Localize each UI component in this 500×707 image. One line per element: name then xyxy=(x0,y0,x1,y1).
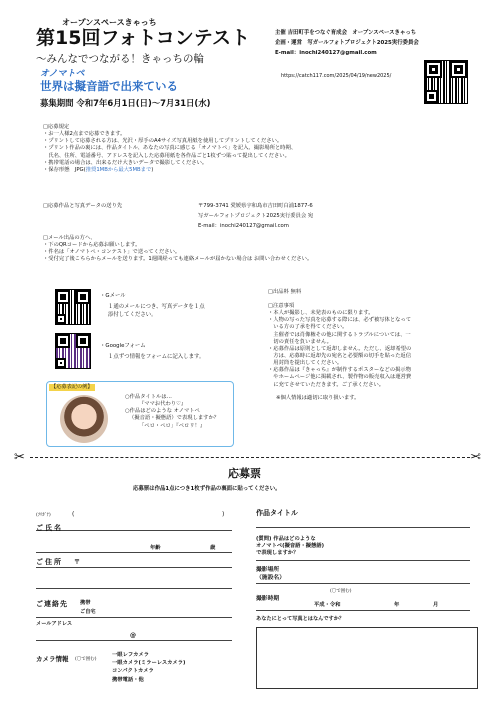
page-title: 第15回フォトコンテスト xyxy=(36,27,250,49)
example-line: 「ペロ・ペロ」『ペロリ！』 xyxy=(139,422,206,429)
google-form-block xyxy=(100,343,204,362)
camera-label: カメラ情報 xyxy=(36,655,69,663)
furigana-paren-open: ( xyxy=(72,511,75,518)
website-qr-code[interactable] xyxy=(424,60,468,104)
furigana-label: (ﾌﾘｶﾞﾅ) xyxy=(36,513,51,518)
rules-line: ・携帯電話の場合は、出来るだけ大きいデータで撮影してください。 xyxy=(43,159,208,166)
notes-line: に充てさせていただきます。ご了承ください。 xyxy=(268,381,385,388)
gmail-line: 添付してください。 xyxy=(108,311,157,318)
example-line: ○作品はどのような オノマトペ xyxy=(125,408,200,415)
google-form-line: １点ずつ情報をフォームに記入します。 xyxy=(108,354,205,361)
contact-underline[interactable] xyxy=(36,617,232,618)
age-underline[interactable] xyxy=(36,552,232,553)
website-url[interactable]: https://catch117.com/2025/04/19/new2025/ xyxy=(281,73,392,79)
send-committee: 写ガールフォトプロジェクト2025実行委員会 宛 xyxy=(198,213,314,219)
org-name: オープンスペースきゃっち xyxy=(62,18,157,27)
photo-answer-box[interactable] xyxy=(256,627,478,689)
example-line: ○作品タイトルは… xyxy=(125,394,172,400)
rules-line: 氏名、住所、電話番号、アドレスを記入した応募用紙を各作品ごと1枚ずつ貼って提出してください。 xyxy=(43,152,290,159)
example-tag: 【応募表記の例】 xyxy=(51,384,93,390)
month-label: 月 xyxy=(433,602,439,608)
notes-line: ・人物の写った写真を応募する際には、必ず被写体となって xyxy=(268,317,412,324)
sponsor: 主催 吉田町手をつなぐ育成会 オープンスペースきゃっち xyxy=(275,30,417,36)
mail-line: ・受付完了後こちらからメールを送ります。1週間経っても連絡メールが届かない場合は お問い合わせください。 xyxy=(43,256,313,263)
time-note: (〇で囲む) xyxy=(330,589,352,594)
name-underline[interactable] xyxy=(36,530,232,531)
form-title: 応募票 xyxy=(228,467,261,480)
rules-section xyxy=(43,124,483,174)
scissors-icon: ✂ xyxy=(470,450,481,465)
gmail-block xyxy=(100,293,205,319)
camera-option[interactable]: 一眼カメラ(ミラーレスカメラ) xyxy=(112,660,186,667)
contact-label: ご連絡先 xyxy=(36,600,68,608)
time-underline[interactable] xyxy=(256,610,470,611)
mail-heading: □メール出品の方へ、 xyxy=(43,235,96,241)
age-label: 年齢 xyxy=(150,545,161,551)
privacy-note: ※個人情報は適切に取り扱います。 xyxy=(276,394,360,401)
question-line: (質問) 作品はどのような xyxy=(256,536,316,542)
gmail-title: ・Gメール xyxy=(100,293,126,299)
form-instruction: 応募票は作品1点につき1枚ず作品の裏面に貼ってください。 xyxy=(133,486,281,492)
mail-section xyxy=(43,235,483,264)
storage-end: ) xyxy=(151,166,154,173)
age-unit: 歳 xyxy=(210,545,216,551)
mail-line: ・下のQRコードから応募お願いします。 xyxy=(43,242,141,249)
question-line: オノマトペ(擬音語・擬態語) xyxy=(256,543,325,550)
rules-heading: □応募規定 xyxy=(43,124,70,130)
place-line: （施設名） xyxy=(256,574,285,581)
notes-heading: □注意事項 xyxy=(268,303,295,309)
storage-note: 推奨1MBから最大5MBまで xyxy=(85,166,152,173)
rules-line: ・プリント作品の裏には、作品タイトル、あなたの写真に感じる「オノマトペ」を記入、撮影場所と時期、 xyxy=(43,145,297,152)
gmail-line: １通のメールにつき、写真データを１点 xyxy=(108,304,205,311)
camera-option[interactable]: コンパクトカメラ xyxy=(112,668,154,675)
photo-question: あなたにとって写真とはなんですか？ xyxy=(256,616,345,622)
scissors-icon: ✂ xyxy=(14,450,25,465)
mobile-label: 携帯 xyxy=(80,600,91,606)
notes-line: 方は、応募時に返却先の宛名と必要額の切手を貼った返信 xyxy=(268,352,412,359)
period-label: 募集期間 xyxy=(40,98,74,108)
notes-line: 切の責任を負いません。 xyxy=(268,338,332,345)
onomatope-label: オノマトペ xyxy=(40,69,85,79)
home-label: ご自宅 xyxy=(80,609,96,615)
work-title-underline[interactable] xyxy=(256,527,470,528)
address-underline-1[interactable] xyxy=(36,567,232,568)
notes-line: ・応募作品は『きゃっち』が制作するポスターなどの掲示物 xyxy=(268,367,412,374)
notes-line: いる方の了承を得てください。 xyxy=(268,324,348,331)
google-form-title: ・Googleフォーム xyxy=(100,343,146,349)
notes-line: やホームページ他に掲載され、製作物の販売収入は運営費 xyxy=(268,374,412,381)
gmail-qr-code[interactable] xyxy=(55,289,91,325)
era-options[interactable]: 平成・令和 xyxy=(314,602,341,608)
work-title-label: 作品タイトル xyxy=(256,509,298,517)
storage-format xyxy=(43,167,483,174)
notes-line: ・応募作品は原則として返却しません。ただし、返却希望の xyxy=(268,345,412,352)
rules-line: ・プリントして応募される方は、光沢・厚手のA4サイズ写真用紙を使用してプリントしてください。 xyxy=(43,138,283,145)
camera-option[interactable]: 携帯電話・他 xyxy=(112,676,144,683)
google-form-qr-code[interactable] xyxy=(55,333,91,369)
camera-option[interactable]: 一眼レフカメラ xyxy=(112,652,150,658)
example-line: 『ママお代わり♡』 xyxy=(139,401,187,408)
example-photo xyxy=(60,395,108,443)
cut-line xyxy=(30,457,470,458)
camera-options xyxy=(112,651,185,684)
subtitle: 〜みんなでつながる！きゃっちの輪 xyxy=(36,53,204,65)
furigana-paren-close: ) xyxy=(222,511,225,518)
period xyxy=(40,98,210,109)
at-mark: @ xyxy=(130,632,136,639)
notes-line: 主催者では肖像権その他に関するトラブルについては、一 xyxy=(268,331,411,338)
header-email: E-mail：inochi240127@gmail.com xyxy=(275,50,377,56)
example-text xyxy=(125,394,219,430)
onomatope-underline[interactable] xyxy=(256,560,470,561)
rules-line: ・お一人様2点まで応募できます。 xyxy=(43,131,126,138)
name-label: ご氏名 xyxy=(36,524,63,532)
year-label: 年 xyxy=(394,602,400,608)
planner: 企画・運営 写ガールフォトプロジェクト2025実行委員会 xyxy=(275,40,419,46)
entry-fee: □出品料 無料 xyxy=(268,289,302,295)
send-zip: 〒799-3741 愛媛県宇和島市吉田町白浦1877-6 xyxy=(198,203,313,209)
notes-line: ・本人が撮影し、未発表のものに限ります。 xyxy=(268,310,374,317)
notes-line: 用封筒を提出してください。 xyxy=(268,360,343,367)
period-dates: 令和7年6月1日(日)〜7月31日(水) xyxy=(76,98,211,108)
place-line: 撮影場所 xyxy=(256,567,280,573)
place-label xyxy=(256,567,285,583)
email-label: メールアドレス xyxy=(36,621,73,627)
notes-section xyxy=(268,303,478,402)
example-line: （擬音語・擬態語）で表現しますか？ xyxy=(129,415,220,422)
theme: 世界は擬音語で出来ている xyxy=(40,79,178,93)
postal-mark: 〒 xyxy=(74,559,81,566)
send-heading: □応募作品と写真データの送り先 xyxy=(43,203,123,209)
address-underline-2[interactable] xyxy=(36,588,232,589)
time-label: 撮影時期 xyxy=(256,596,280,602)
onomatope-question xyxy=(256,536,324,557)
address-label: ご住所 xyxy=(36,558,63,566)
email-underline[interactable] xyxy=(36,640,232,641)
mail-line: ・件名は「オノマトペ・コンテスト」で送ってください。 xyxy=(43,249,181,256)
camera-note: (〇で囲む) xyxy=(75,657,97,662)
storage-label: ・保存形態 JPG( xyxy=(43,166,86,173)
question-line: で表現しますか？ xyxy=(256,550,299,557)
place-underline[interactable] xyxy=(256,583,470,584)
send-email: E-mail：inochi240127@gmail.com xyxy=(198,223,289,229)
